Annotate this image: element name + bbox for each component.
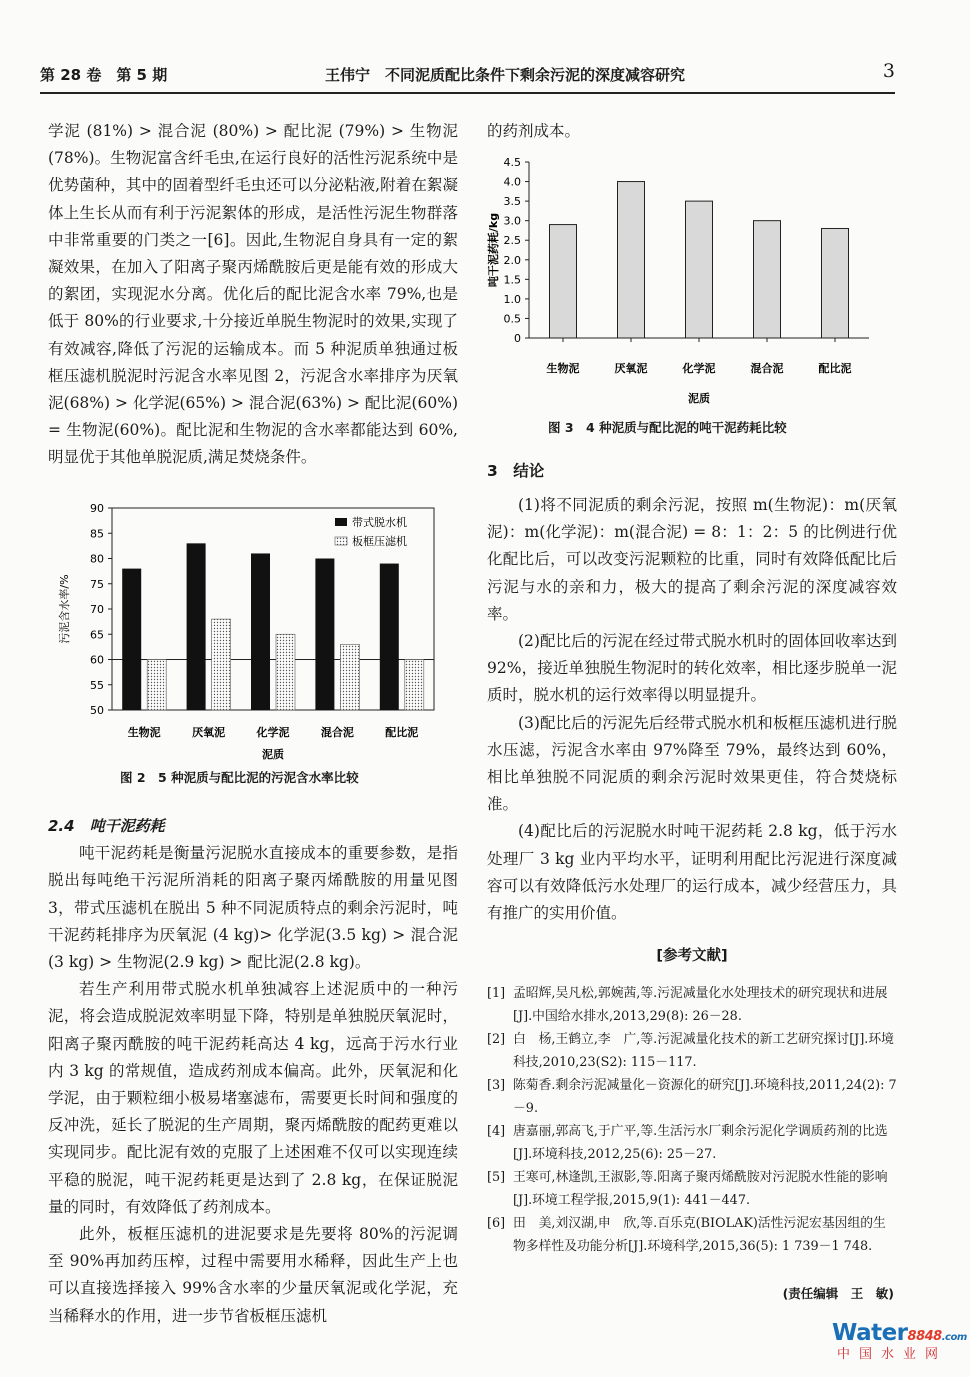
legend-label-belt-press: 带式脱水机 xyxy=(352,516,407,529)
x-tick-label: 化学泥 xyxy=(256,726,290,739)
y-tick-label: 0.5 xyxy=(503,312,521,326)
reference-number: [5] xyxy=(487,1170,506,1185)
figure-3-caption: 图 3 4 种泥质与配比泥的吨干泥药耗比较 xyxy=(548,420,787,435)
editor-note: (责任编辑 王 敏) xyxy=(782,1286,894,1301)
reference-item xyxy=(487,1028,897,1074)
y-tick-label: 65 xyxy=(90,628,104,642)
reference-number: [1] xyxy=(487,986,506,1001)
y-tick-label: 90 xyxy=(90,502,104,515)
bar-belt-press xyxy=(187,543,206,710)
reference-number: [2] xyxy=(487,1032,506,1047)
paragraph: (2)配比后的污泥在经过带式脱水机时的固体回收率达到 92%，接近单独脱生物泥时的转化效率，相比逐步脱单一泥质时，脱水机的运行效率得以明显提升。 xyxy=(487,632,897,705)
left-column-top xyxy=(48,118,458,472)
journal-volume: 第 28 卷 第 5 期 xyxy=(40,66,168,84)
bar-plate-press xyxy=(276,634,295,710)
bar xyxy=(754,221,781,338)
logo-chinese: 中国水业网 xyxy=(836,1347,947,1362)
legend-label-plate-press: 板框压滤机 xyxy=(352,535,407,548)
section-heading-2-4: 2.4 吨干泥药耗 xyxy=(48,817,165,835)
reference-item xyxy=(487,1074,897,1120)
paragraph: 的药剂成本。 xyxy=(487,122,581,140)
paragraph: 学泥 (81%) > 混合泥 (80%) > 配比泥 (79%) > 生物泥 (78%)。生物泥富含纤毛虫,在运行良好的活性污泥系统中是优势菌种，其中的固着型纤毛虫还可以分泌粘液,附着在絮凝体上生长从而有利于污泥絮体的形成，是活性污泥生物群落中非常重要的门类之一[6]。因此,生物泥自身具有一定的絮凝效果，在加入了阳离子聚丙烯酰胺后更是能有效的形成大的絮团，实现泥水分离。优化后的配比泥含水率 79%,也是低于 80%的行业要求,十分接近单脱生物泥时的效果,实现了有效减容,降低了污泥的运输成本。而 5 种泥质单独通过板框压滤机脱泥时污泥含水率见图 2，污泥含水率排序为厌氧泥(68%) > 化学泥(65%) > 混合泥(63%) > 配比泥(60%) = 生物泥(60%)。配比泥和生物泥的含水率都能达到 60%,明显优于其他单脱泥质,满足焚烧条件。 xyxy=(48,122,458,467)
bar-plate-press xyxy=(212,619,231,710)
reference-number: [4] xyxy=(487,1124,506,1139)
x-tick-label: 生物泥 xyxy=(546,362,580,375)
page-number: 3 xyxy=(882,60,895,82)
reference-item xyxy=(487,1166,897,1212)
running-title: 王伟宁 不同泥质配比条件下剩余污泥的深度减容研究 xyxy=(325,66,686,84)
section-heading-3: 3 结论 xyxy=(487,462,545,480)
x-axis-label: 泥质 xyxy=(688,392,710,405)
paragraph: 若生产利用带式脱水机单独减容上述泥质中的一种污泥，将会造成脱泥效率明显下降，特别是单独脱厌氧泥时，阳离子聚丙酰胺的吨干泥药耗高达 4 kg，远高于污水行业内 3 kg 的常规值，造成药剂成本偏高。此外，厌氧泥和化学泥，由于颗粒细小极易堵塞滤布，需要更长时间和强度的反冲洗，延长了脱泥的生产周期，聚丙烯酰胺的配药更难以实现同步。配比泥有效的克服了上述困难不仅可以实现连续平稳的脱泥，吨干泥药耗更是达到了 2.8 kg，在保证脱泥量的同时，有效降低了药剂成本。 xyxy=(48,980,458,1216)
references-title: [参考文献] xyxy=(656,948,728,964)
x-tick-label: 厌氧泥 xyxy=(192,726,226,739)
reference-text: 田 美,刘汉湖,申 欣,等.百乐克(BIOLAK)活性污泥宏基因组的生物多样性及功能分析[J].环境科学,2015,36(5): 1 739－1 748. xyxy=(513,1216,886,1254)
y-axis-label: 吨干泥药耗/kg xyxy=(487,212,500,288)
paragraph: (1)将不同泥质的剩余污泥，按照 m(生物泥)：m(厌氧泥)：m(化学泥)：m(混合泥) = 8：1：2：5 的比例进行优化配比后，可以改变污泥颗粒的比重，同时有效降低配比后污泥与水的亲和力，极大的提高了剩余污泥的深度减容效率。 xyxy=(487,496,897,623)
left-column-bottom xyxy=(48,813,458,1330)
bar-belt-press xyxy=(251,553,270,710)
right-column-top xyxy=(487,118,897,145)
legend-swatch-plate-press xyxy=(335,537,347,545)
figure-3-chart xyxy=(487,150,897,412)
paragraph: 吨干泥药耗是衡量污泥脱水直接成本的重要参数，是指脱出每吨绝干污泥所消耗的阳离子聚丙烯酰胺的用量见图 3，带式压滤机在脱出 5 种不同泥质特点的剩余污泥时，吨干泥药耗排序为厌氧泥 (4 kg)> 化学泥(3.5 kg) > 混合泥(3 kg) > 生物泥(2.9 kg) > 配比泥(2.8 kg)。 xyxy=(48,844,458,972)
y-tick-label: 3.0 xyxy=(503,214,521,228)
x-tick-label: 混合泥 xyxy=(320,726,354,739)
reference-item xyxy=(487,982,897,1028)
x-tick-label: 混合泥 xyxy=(750,362,784,375)
reference-text: 唐嘉丽,郭高飞,于广平,等.生活污水厂剩余污泥化学调质药剂的比选[J].环境科技,2012,25(6): 25－27. xyxy=(513,1124,888,1162)
figure-2-chart xyxy=(48,498,458,760)
y-tick-label: 3.5 xyxy=(503,195,521,209)
reference-text: 孟昭辉,吴凡松,郭婉茜,等.污泥减量化水处理技术的研究现状和进展[J].中国给水排水,2013,29(8): 26－28. xyxy=(513,986,888,1024)
reference-text: 白 杨,王鹤立,李 广,等.污泥减量化技术的新工艺研究探讨[J].环境科技,2010,23(S2): 115－117. xyxy=(513,1032,894,1070)
water8848-logo[interactable] xyxy=(832,1320,967,1362)
y-tick-label: 60 xyxy=(90,653,104,667)
references-list xyxy=(487,982,897,1258)
reference-text: 陈菊香.剩余污泥减量化－资源化的研究[J].环境科技,2011,24(2): 7－9. xyxy=(513,1078,897,1116)
paragraph: 此外，板框压滤机的进泥要求是先要将 80%的污泥调至 90%再加药压榨，过程中需要用水稀释，因此生产上也可以直接选择接入 99%含水率的少量厌氧泥或化学泥，充当稀释水的作用，进一步节省板框压滤机 xyxy=(48,1225,458,1325)
right-column-bottom xyxy=(487,462,897,927)
bar xyxy=(686,201,713,338)
bar xyxy=(822,228,849,338)
figure-2-caption: 图 2 5 种泥质与配比泥的污泥含水率比较 xyxy=(120,770,359,785)
x-tick-label: 配比泥 xyxy=(385,726,419,739)
bar-plate-press xyxy=(340,644,359,710)
bar-belt-press xyxy=(122,569,141,710)
y-tick-label: 4.0 xyxy=(503,175,521,189)
logo-word: ater xyxy=(856,1320,908,1346)
y-tick-label: 1.0 xyxy=(503,292,521,306)
y-tick-label: 85 xyxy=(90,527,104,541)
x-axis-label: 泥质 xyxy=(262,748,284,760)
logo-suffix: .com xyxy=(941,1332,967,1343)
logo-w: W xyxy=(832,1320,857,1346)
paragraph: (4)配比后的污泥脱水时吨干泥药耗 2.8 kg，低于污水处理厂 3 kg 业内平均水平，证明利用配比污泥进行深度减容可以有效降低污水处理厂的运行成本，减少经营压力，具有推广的实用价值。 xyxy=(487,822,897,923)
logo-number: 8848 xyxy=(907,1329,942,1344)
y-tick-label: 4.5 xyxy=(503,156,521,169)
reference-number: [6] xyxy=(487,1216,506,1231)
y-tick-label: 0 xyxy=(514,332,521,345)
legend-swatch-belt-press xyxy=(335,518,347,526)
x-tick-label: 配比泥 xyxy=(818,362,852,375)
y-tick-label: 75 xyxy=(90,577,104,591)
y-tick-label: 70 xyxy=(90,603,104,616)
reference-number: [3] xyxy=(487,1078,506,1093)
bar xyxy=(550,225,577,338)
y-tick-label: 2.5 xyxy=(503,234,521,248)
y-tick-label: 50 xyxy=(90,704,104,717)
bar-belt-press xyxy=(315,559,334,711)
running-header xyxy=(40,60,895,86)
y-tick-label: 1.5 xyxy=(503,273,521,287)
reference-item xyxy=(487,1212,897,1258)
y-tick-label: 2.0 xyxy=(503,253,521,267)
reference-item xyxy=(487,1120,897,1166)
header-rule xyxy=(40,92,895,94)
bar xyxy=(618,182,645,338)
x-tick-label: 生物泥 xyxy=(127,726,161,739)
y-axis-label: 污泥含水率/% xyxy=(58,574,71,644)
bar-plate-press xyxy=(147,660,166,711)
x-tick-label: 化学泥 xyxy=(682,362,716,375)
x-tick-label: 厌氧泥 xyxy=(614,362,648,375)
y-tick-label: 55 xyxy=(90,678,104,692)
bar-plate-press xyxy=(405,660,424,711)
bar-belt-press xyxy=(380,564,399,710)
y-tick-label: 80 xyxy=(90,552,104,566)
paragraph: (3)配比后的污泥先后经带式脱水机和板框压滤机进行脱水压滤，污泥含水率由 97%降至 79%，最终达到 60%，相比单独脱不同泥质的剩余污泥时效果更佳，符合焚烧标准。 xyxy=(487,713,897,814)
reference-text: 王寒可,林逢凯,王淑影,等.阳离子聚丙烯酰胺对污泥脱水性能的影响[J].环境工程学报,2015,9(1): 441－447. xyxy=(513,1170,888,1208)
